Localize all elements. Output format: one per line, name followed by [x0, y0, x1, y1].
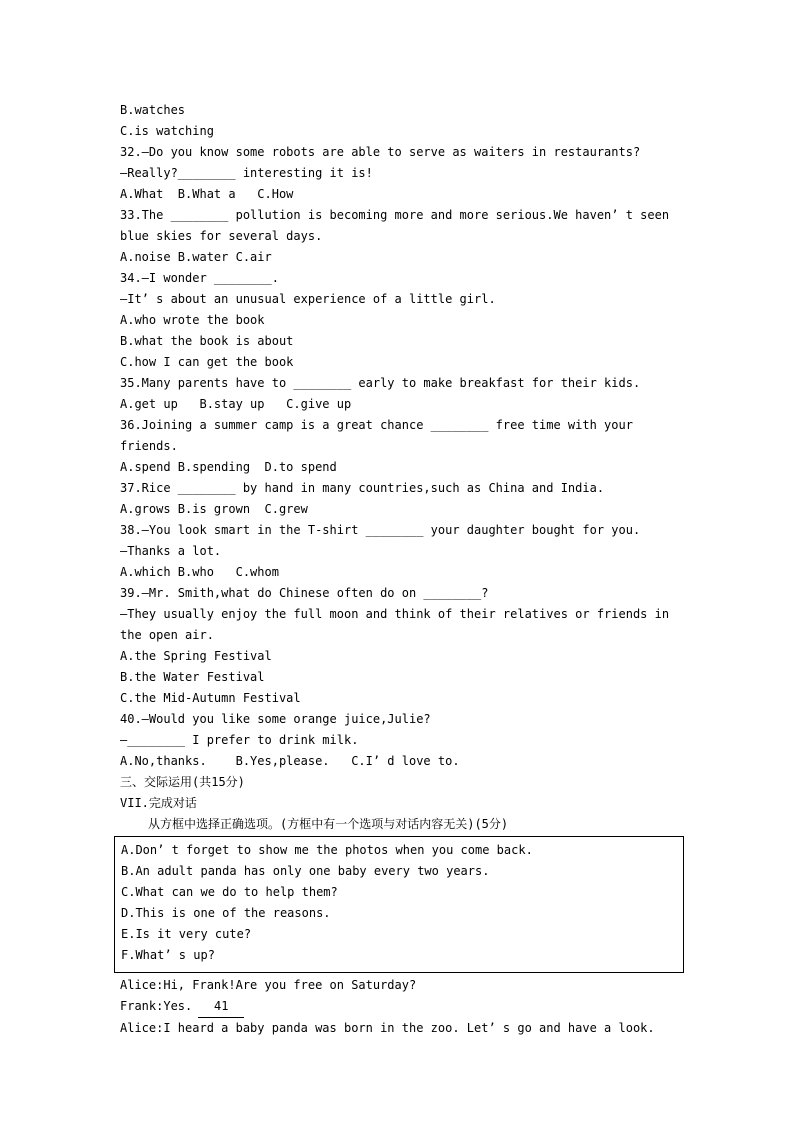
- text-line: 33.The ________ pollution is becoming more and more serious.We haven’ t seen: [120, 208, 670, 222]
- text-line: —________ I prefer to drink milk.: [120, 733, 359, 747]
- text-line: 40.—Would you like some orange juice,Julie?: [120, 712, 431, 726]
- text-line: 37.Rice ________ by hand in many countries,such as China and India.: [120, 481, 605, 495]
- text-line: C.is watching: [120, 124, 214, 138]
- text-line: blue skies for several days.: [120, 229, 323, 243]
- text-line: A.Don’ t forget to show me the photos when you come back.: [121, 843, 533, 857]
- question-lines: [120, 100, 682, 835]
- text-line: A.No,thanks. B.Yes,please. C.I’ d love to.: [120, 754, 460, 768]
- text-line: —Really?________ interesting it is!: [120, 166, 373, 180]
- text-line: A.which B.who C.whom: [120, 565, 279, 579]
- text-line: 三、交际运用(共15分): [120, 775, 245, 789]
- text-line: A.grows B.is grown C.grew: [120, 502, 308, 516]
- text-line: 39.—Mr. Smith,what do Chinese often do on ________?: [120, 586, 489, 600]
- text-line: F.What’ s up?: [121, 948, 215, 962]
- text-line: A.get up B.stay up C.give up: [120, 397, 352, 411]
- text-line: 34.—I wonder ________.: [120, 271, 279, 285]
- dialogue-lines: [120, 975, 682, 1039]
- frank-line-prefix: Frank:Yes.: [120, 999, 193, 1013]
- text-line: D.This is one of the reasons.: [121, 906, 331, 920]
- text-line: Alice:I heard a baby panda was born in the zoo. Let’ s go and have a look.: [120, 1021, 655, 1035]
- text-line: Alice:Hi, Frank!Are you free on Saturday?: [120, 978, 417, 992]
- text-line: —Thanks a lot.: [120, 544, 222, 558]
- frank-line: [120, 996, 682, 1018]
- text-line: B.what the book is about: [120, 334, 294, 348]
- text-line: 32.—Do you know some robots are able to serve as waiters in restaurants?: [120, 145, 641, 159]
- text-line: friends.: [120, 439, 178, 453]
- text-line: VII.完成对话: [120, 796, 197, 810]
- text-line: A.who wrote the book: [120, 313, 265, 327]
- text-line: A.the Spring Festival: [120, 649, 272, 663]
- text-line: B.An adult panda has only one baby every two years.: [121, 864, 490, 878]
- text-line: —It’ s about an unusual experience of a little girl.: [120, 292, 496, 306]
- text-line: E.Is it very cute?: [121, 927, 252, 941]
- text-line: 36.Joining a summer camp is a great chance ________ free time with your: [120, 418, 633, 432]
- text-line: C.how I can get the book: [120, 355, 294, 369]
- text-line: 35.Many parents have to ________ early to make breakfast for their kids.: [120, 376, 641, 390]
- text-line: 38.—You look smart in the T-shirt ________ your daughter bought for you.: [120, 523, 641, 537]
- text-line: C.What can we do to help them?: [121, 885, 338, 899]
- text-line: A.noise B.water C.air: [120, 250, 272, 264]
- text-line: —They usually enjoy the full moon and think of their relatives or friends in: [120, 607, 670, 621]
- text-line: A.What B.What a C.How: [120, 187, 294, 201]
- text-line: B.watches: [120, 103, 186, 117]
- options-box: [114, 836, 684, 973]
- text-line: B.the Water Festival: [120, 670, 265, 684]
- text-line: 从方框中选择正确选项。(方框中有一个选项与对话内容无关)(5分): [148, 817, 509, 831]
- text-line: the open air.: [120, 628, 214, 642]
- text-line: C.the Mid-Autumn Festival: [120, 691, 301, 705]
- text-line: A.spend B.spending D.to spend: [120, 460, 337, 474]
- answer-blank-41: 41: [198, 996, 244, 1018]
